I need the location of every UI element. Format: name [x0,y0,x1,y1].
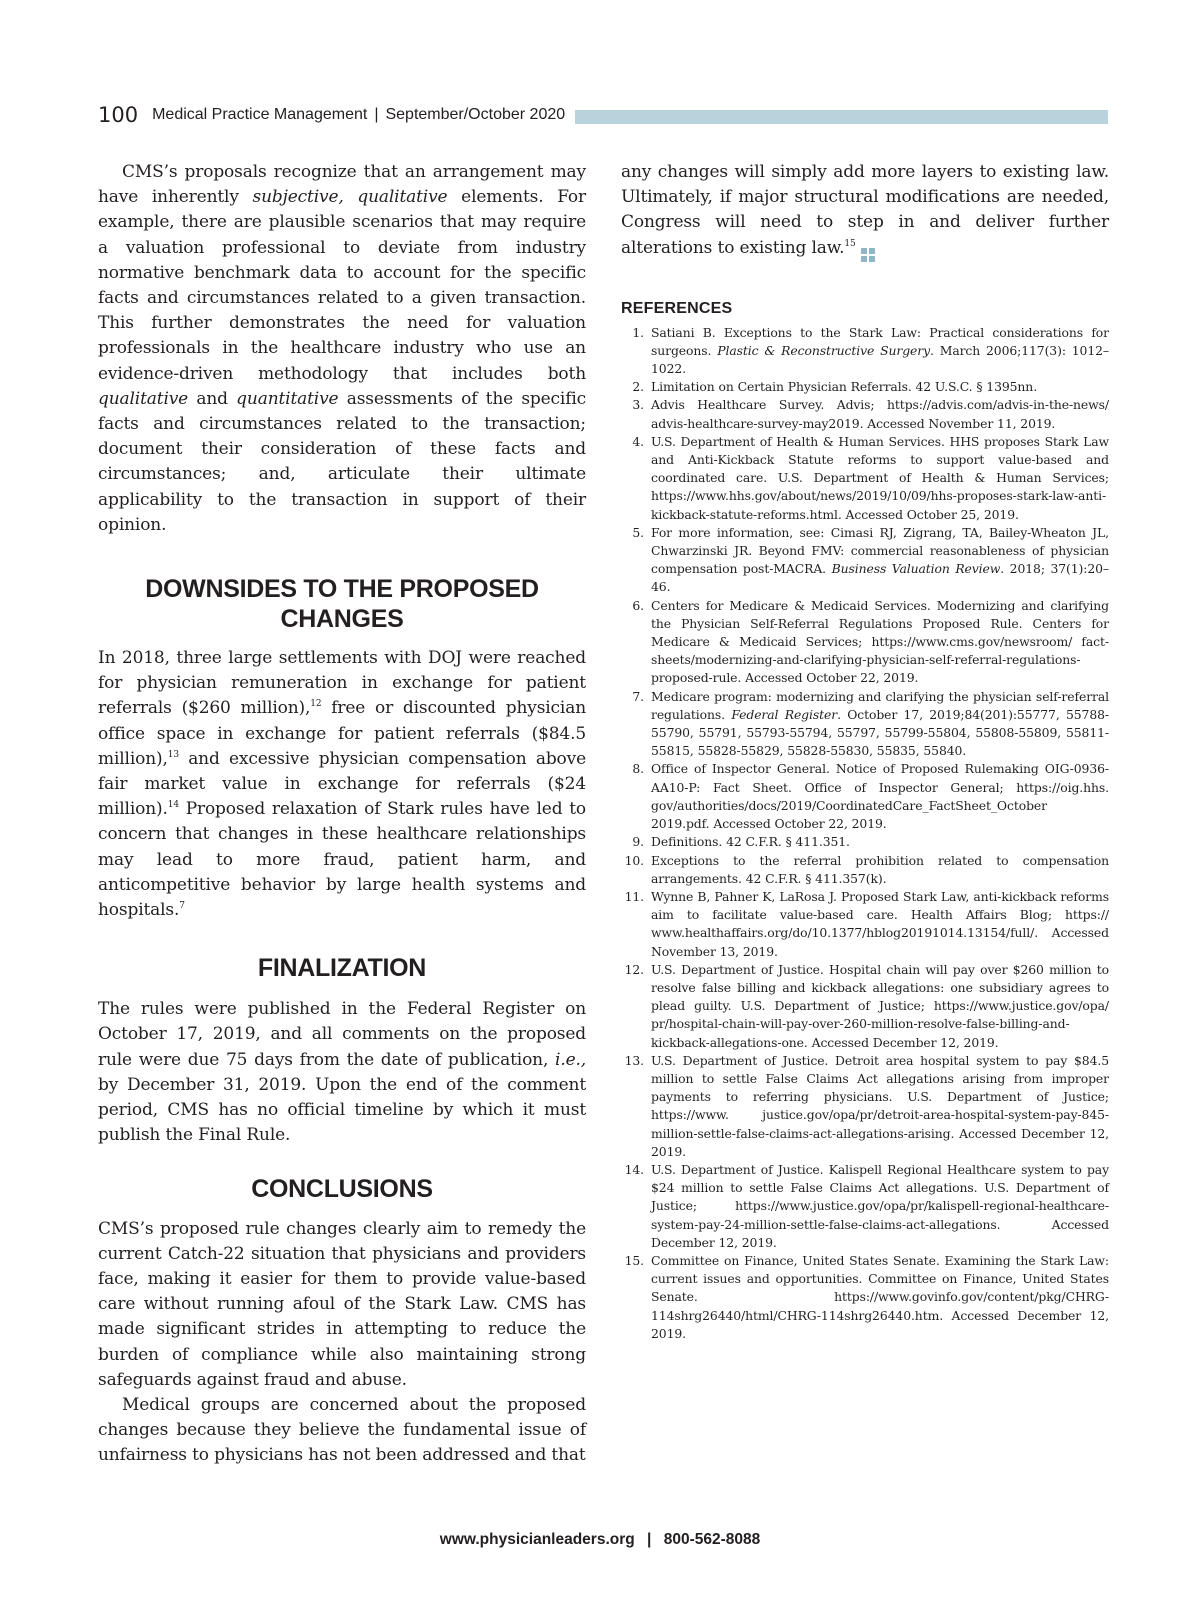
text-run: CMS’s proposed rule changes clearly aim to remedy the current Catch-22 situation that physicians and providers face, making it easier for them to provide value-based care without running afoul of the Stark Law. CMS has made significant strides in attempting to reduce the burden of compliance while also maintaining strong safeguards against fraud and abuse. [98,1218,586,1390]
references-list [621,324,1109,1343]
reference-item [621,597,1109,688]
text-run: . March 2006;117(3): 1012–1022. [651,342,1110,377]
reference-item [621,396,1109,432]
heading-downsides: DOWNSIDES TO THE PROPOSED CHANGES [145,575,539,634]
text-run: Exceptions to the referral prohibition related to compensation arrangements. 42 C.F.R. § 411.357(k). [651,852,1109,886]
reference-item [621,833,1109,851]
reference-item [621,1252,1109,1343]
text-run: and excessive physician compensation above fair market value in exchange for referrals ($24 million). [98,748,586,820]
reference-text [651,760,1109,833]
text-run: U.S. Department of Health & Human Services. HHS proposes Stark Law and Anti-Kickback Statute reforms to support value-based and coordinated care. U.S. Department of Health & Human Services; https://www.hhs.gov/about/news/2019/10/09/hhs-proposes-stark-law-anti-kickback-statute-reforms.html. Accessed October 25, 2019. [651,433,1109,522]
page-number: 100 [98,103,139,127]
reference-number: 15. [624,1252,644,1268]
header-separator: | [374,106,379,123]
reference-item [621,888,1109,961]
text-run: and [188,388,237,409]
italic-text: qualitative [98,388,189,409]
left-column [98,160,586,1469]
reference-text [651,961,1109,1052]
text-run: Satiani B. Exceptions to the Stark Law: Practical considerations for surgeons. [651,324,1109,358]
italic-text: Plastic & Reconstructive Surgery [717,342,931,358]
heading-finalization: FINALIZATION [257,954,427,983]
paragraph-conclusions [98,1217,586,1393]
reference-item [621,524,1109,597]
italic-text: i.e., [555,1049,586,1070]
reference-item [621,324,1109,379]
reference-number: 5. [632,524,644,540]
reference-item [621,378,1109,396]
text-run: elements. For example, there are plausible scenarios that may require a valuation professional to deviate from industry normative benchmark data to account for the specific facts and circumstances related to a given transaction. This further demonstrates the need for valuation professionals in the healthcare industry who use an evidence-driven methodology that includes both [98,187,586,384]
reference-text [651,1252,1109,1343]
text-run: Wynne B, Pahner K, LaRosa J. Proposed Stark Law, anti-kickback reforms aim to facilitate value-based care. Health Affairs Blog; https:// www.healthaffairs.org/do/10.1377/hblog20191014.13154/full/. Accessed November 13, 2019. [651,888,1109,959]
citation-superscript: 13 [167,749,179,760]
reference-number: 3. [632,397,644,413]
paragraph-concerns [98,1393,586,1469]
reference-item [621,961,1109,1052]
reference-number: 8. [632,761,644,777]
reference-item [621,760,1109,833]
reference-number: 13. [624,1052,644,1068]
reference-text [651,378,1109,396]
heading-conclusions: CONCLUSIONS [251,1174,433,1203]
end-of-article-icon [861,248,875,262]
citation-superscript: 14 [167,800,179,811]
italic-text: Business Valuation Review [831,561,1001,577]
text-run: . October 17, 2019;84(201):55777, 55788- 55790, 55791, 55793-55794, 55797, 55799-55804, 55808-55809, 55811- 55815, 55828-55829, 55828-55830, 55835, 55840. [651,706,1109,759]
italic-text: quantitative [236,388,339,409]
reference-number: 11. [624,888,644,904]
text-run: any changes will simply add more layers to existing law. Ultimately, if major structural modifications are needed, Congress will need to step in and deliver further alterations to existing law. [621,162,1109,258]
text-run: Advis Healthcare Survey. Advis; https://advis.com/advis-in-the-news/ advis-healthcare-survey-may2019. Accessed November 11, 2019. [651,397,1109,431]
reference-item [621,1161,1109,1252]
reference-item [621,852,1109,888]
text-run: Medicare program: modernizing and clarifying the physician self-referral regulations. [651,688,1109,722]
citation-superscript: 15 [844,238,856,249]
paragraph-settlements [98,646,586,923]
reference-text [651,852,1109,888]
text-run: Limitation on Certain Physician Referrals. 42 U.S.C. § 1395nn. [651,379,1038,395]
text-run: Office of Inspector General. Notice of Proposed Rulemaking OIG-0936- AA10-P: Fact Sheet. Office of Inspector General; https://oig.hhs. gov/authorities/docs/2019/CoordinatedCare_FactSheet_October 2019.pdf. Accessed October 22, 2019. [651,761,1109,832]
text-run: U.S. Department of Justice. Kalispell Regional Healthcare system to pay $24 million to settle False Claims Act allegations. U.S. Department of Justice; https://www.justice.gov/opa/pr/kalispell-regional-healthcare-system-pay-24-million-settle-false-claims-act-allegations. Accessed December 12, 2019. [651,1161,1109,1250]
text-run: In 2018, three large settlements with DOJ were reached for physician remuneration in exchange for patient referrals ($260 million), [98,648,586,719]
reference-text [651,833,1109,851]
reference-number: 2. [632,379,644,395]
text-run: Committee on Finance, United States Senate. Examining the Stark Law: current issues and opportunities. Committee on Finance, United States Senate. https://www.govinfo.gov/content/pkg/CHRG-114shrg26440/html/CHRG-114shrg26440.htm. Accessed December 12, 2019. [651,1252,1109,1341]
reference-number: 10. [624,852,644,868]
text-run: Proposed relaxation of Stark rules have led to concern that changes in these healthcare relationships may lead to more fraud, patient harm, and anticompetitive behavior by large health systems and hospitals. [98,799,586,921]
paragraph-continued-text [621,162,1109,258]
reference-item [621,1052,1109,1161]
reference-text [651,1161,1109,1252]
paragraph-continued [621,160,1109,262]
reference-text [651,524,1109,597]
reference-text [651,1052,1109,1161]
header-rule-bar [575,110,1108,124]
text-run: Centers for Medicare & Medicaid Services. Modernizing and clarifying the Physician Self-Referral Regulations Proposed Rule. Centers for Medicare & Medicaid Services; https://www.cms.gov/newsroom/ fact-sheets/modernizing-and-clarifying-physician-self-referral-regulations-proposed-rule. Accessed October 22, 2019. [651,597,1109,686]
journal-issue [152,106,565,124]
reference-text [651,396,1109,432]
reference-number: 7. [632,688,644,704]
issue-date: September/October 2020 [385,106,566,123]
reference-number: 1. [632,324,644,340]
text-run: U.S. Department of Justice. Detroit area hospital system to pay $84.5 million to settle False Claims Act allegations arising from improper payments to referring physicians. U.S. Department of Justice; https://www. justice.gov/opa/pr/detroit-area-hospital-system-pay-845-million-settle-false-claims-act-allegations-arising. Accessed December 12, 2019. [651,1052,1109,1159]
citation-superscript: 12 [310,699,322,710]
text-run: For more information, see: Cimasi RJ, Zigrang, TA, Bailey-Wheaton JL, Chwarzinski JR. Beyond FMV: commercial reasonableness of physician compensation post-MACRA. [651,524,1109,577]
text-run: . 2018; 37(1):20–46. [651,561,1109,595]
footer-phone: 800-562-8088 [663,1531,761,1548]
references-heading: REFERENCES [621,299,733,317]
journal-title: Medical Practice Management [152,106,368,123]
citation-superscript: 7 [179,901,185,912]
page-footer [0,1531,1200,1549]
reference-number: 9. [632,834,644,850]
reference-item [621,688,1109,761]
reference-number: 6. [632,597,644,613]
text-run: The rules were published in the Federal Register on October 17, 2019, and all comments on the proposed rule were due 75 days from the date of publication, [98,999,586,1070]
text-run: free or discounted physician office space in exchange for patient referrals ($84.5 million), [98,698,586,769]
footer-separator: | [647,1531,652,1548]
text-run: Definitions. 42 C.F.R. § 411.351. [651,834,850,850]
text-run: by December 31, 2019. Upon the end of the comment period, CMS has no official timeline by which it must publish the Final Rule. [98,1074,586,1146]
text-run: Medical groups are concerned about the proposed changes because they believe the fundamental issue of unfairness to physicians has not been addressed and that [98,1394,586,1466]
text-run: assessments of the specific facts and circumstances related to the transaction; document their consideration of these facts and circumstances; and, articulate their ultimate applicability to the transaction in support of their opinion. [98,388,586,535]
italic-text: subjective, qualitative [252,187,448,208]
reference-item [621,433,1109,524]
reference-text [651,433,1109,524]
paragraph-finalization [98,997,586,1148]
italic-text: Federal Register [731,706,838,722]
running-header [98,100,1108,130]
reference-number: 4. [632,433,644,449]
reference-text [651,324,1109,379]
reference-text [651,597,1109,688]
reference-number: 12. [624,961,644,977]
right-column [621,160,1109,1343]
footer-website[interactable]: www.physicianleaders.org [439,1531,635,1548]
text-run: CMS’s proposals recognize that an arrangement may have inherently [98,162,586,208]
reference-text [651,688,1109,761]
text-run: U.S. Department of Justice. Hospital chain will pay over $260 million to resolve false billing and kickback allegations: one subsidiary agrees to plead guilty. U.S. Department of Justice; https://www.justice.gov/opa/ pr/hospital-chain-will-pay-over-260-million-resolve-false-billing-and-kickback-allegations-one. Accessed December 12, 2019. [651,961,1109,1050]
reference-text [651,888,1109,961]
reference-number: 14. [624,1161,644,1177]
paragraph-valuation [98,160,586,538]
